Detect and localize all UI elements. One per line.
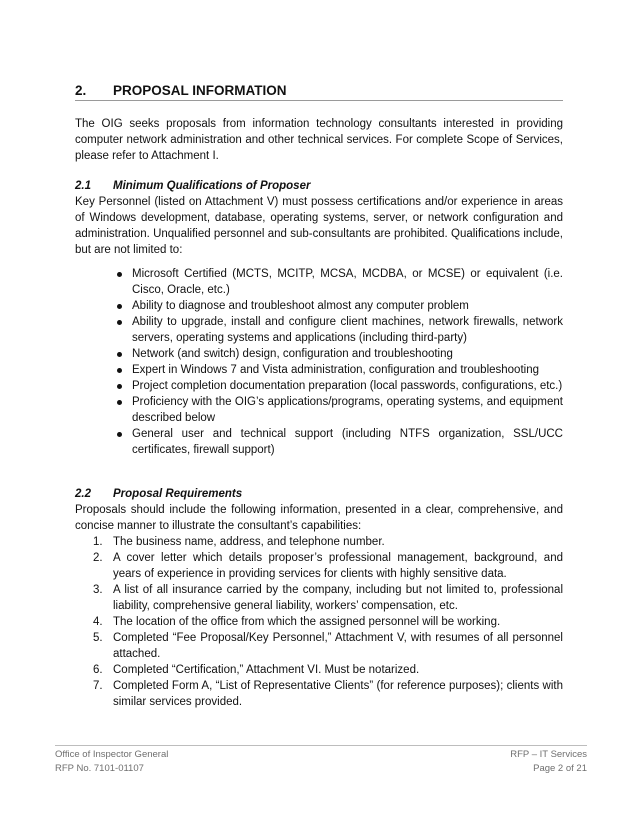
list-item-number: 2. <box>93 552 103 564</box>
footer-page-number: Page 2 of 21 <box>533 763 587 774</box>
list-item-number: 5. <box>93 632 103 644</box>
list-item-text: The business name, address, and telephone number. <box>113 536 385 548</box>
qualifications-paragraph: Key Personnel (listed on Attachment V) must possess certifications and/or experience in areas of Windows development, database, operating systems, server, or network configuration and administration. Unqualified personnel and sub-consultants are prohibited. Qualifications include, but are not limited to: <box>75 196 563 256</box>
list-item-text: Completed “Certification,” Attachment VI. Must be notarized. <box>113 664 420 676</box>
list-item-text: Microsoft Certified (MCTS, MCITP, MCSA, MCDBA, or MCSE) or equivalent (i.e. Cisco, Oracle, etc.) <box>132 268 563 296</box>
bullet-icon <box>117 304 122 309</box>
qualifications-list <box>75 266 563 458</box>
bullet-icon <box>117 368 122 373</box>
list-item <box>75 550 563 582</box>
bullet-icon <box>117 384 122 389</box>
list-item <box>75 426 563 458</box>
footer-office: Office of Inspector General <box>55 749 169 760</box>
list-item <box>75 394 563 426</box>
bullet-icon <box>117 320 122 325</box>
list-item-text: Ability to upgrade, install and configure client machines, network firewalls, network servers, operating systems and applications (including third-party) <box>132 316 563 344</box>
list-item-number: 6. <box>93 664 103 676</box>
requirements-list <box>75 534 563 710</box>
list-item-text: Completed Form A, “List of Representative Clients” (for reference purposes); clients with similar services provided. <box>113 680 563 708</box>
list-item <box>75 346 563 362</box>
section-number: 2. <box>75 83 87 98</box>
list-item-text: Network (and switch) design, configuration and troubleshooting <box>132 348 453 360</box>
list-item-text: Ability to diagnose and troubleshoot almost any computer problem <box>132 300 469 312</box>
list-item <box>75 314 563 346</box>
section-heading <box>75 80 563 101</box>
subsection-title: Minimum Qualifications of Proposer <box>113 180 311 192</box>
footer-rfp-number: RFP No. 7101-01107 <box>55 763 144 774</box>
list-item <box>75 362 563 378</box>
bullet-icon <box>117 272 122 277</box>
section-title: PROPOSAL INFORMATION <box>113 83 287 98</box>
list-item-text: Proficiency with the OIG’s applications/programs, operating systems, and equipment described below <box>132 396 563 424</box>
list-item-text: General user and technical support (including NTFS organization, SSL/UCC certificates, firewall support) <box>132 428 563 456</box>
list-item <box>75 662 563 678</box>
list-item <box>75 298 563 314</box>
list-item <box>75 614 563 630</box>
subsection-number: 2.2 <box>75 488 91 500</box>
list-item-text: A cover letter which details proposer’s professional management, background, and years of experience in providing services for clients with highly sensitive data. <box>113 552 563 580</box>
list-item-text: Expert in Windows 7 and Vista administration, configuration and troubleshooting <box>132 364 539 376</box>
list-item-text: Project completion documentation preparation (local passwords, configurations, etc.) <box>132 380 563 392</box>
subsection-title: Proposal Requirements <box>113 488 243 500</box>
bullet-icon <box>117 352 122 357</box>
list-item <box>75 630 563 662</box>
list-item <box>75 266 563 298</box>
list-item-number: 3. <box>93 584 103 596</box>
bullet-icon <box>117 432 122 437</box>
list-item <box>75 582 563 614</box>
list-item-number: 7. <box>93 680 103 692</box>
list-item-number: 1. <box>93 536 103 548</box>
list-item-number: 4. <box>93 616 103 628</box>
bullet-icon <box>117 400 122 405</box>
list-item-text: The location of the office from which the assigned personnel will be working. <box>113 616 501 628</box>
list-item-text: A list of all insurance carried by the company, including but not limited to, professional liability, comprehensive general liability, workers’ compensation, etc. <box>113 584 563 612</box>
list-item <box>75 534 563 550</box>
footer-rfp-title: RFP – IT Services <box>510 749 587 760</box>
requirements-paragraph: Proposals should include the following information, presented in a clear, comprehensive, and concise manner to illustrate the consultant’s capabilities: <box>75 504 563 532</box>
subsection-number: 2.1 <box>75 180 91 192</box>
intro-paragraph: The OIG seeks proposals from information technology consultants interested in providing computer network administration and other technical services. For complete Scope of Services, please refer to Attachment I. <box>75 118 563 162</box>
footer-divider <box>55 745 587 746</box>
list-item-text: Completed “Fee Proposal/Key Personnel,” Attachment V, with resumes of all personnel attached. <box>113 632 563 660</box>
list-item <box>75 378 563 394</box>
list-item <box>75 678 563 710</box>
